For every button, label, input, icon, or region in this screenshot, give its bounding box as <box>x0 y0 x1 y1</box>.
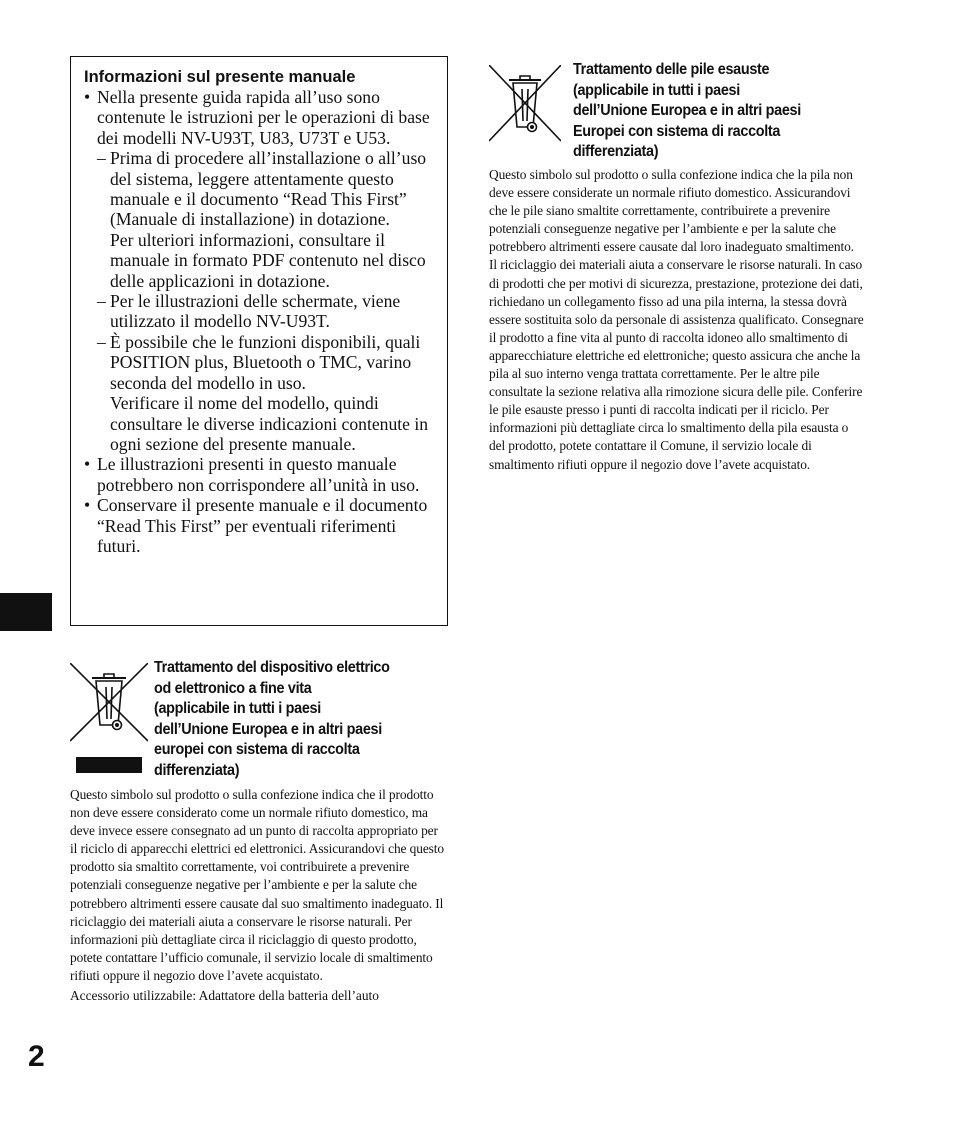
info-list <box>84 87 437 556</box>
battery-disposal-section <box>489 60 864 474</box>
weee-heading-line: europei con sistema di raccolta <box>154 741 360 758</box>
info-sub-item <box>97 332 437 454</box>
info-bullet-text: Nella presente guida rapida all’uso sono contenute le istruzioni per le operazioni di base dei modelli NV-U93T, U83, U73T e U53. <box>97 87 430 148</box>
battery-heading-line: (applicabile in tutti i paesi <box>573 81 740 99</box>
section-side-tab <box>0 593 52 631</box>
info-sub-text: – Per le illustrazioni delle schermate, viene utilizzato il modello NV-U93T. <box>110 291 401 332</box>
weee-disposal-section <box>70 658 445 1005</box>
info-box-title: Informazioni sul presente manuale <box>84 68 356 86</box>
info-sub-text-more: Per ulteriori informazioni, consultare il manuale in formato PDF contenuto nel disco delle applicazioni in dotazione. <box>110 229 426 291</box>
weee-heading-line: differenziata) <box>154 761 240 779</box>
weee-header <box>70 658 445 786</box>
battery-body-text: Questo simbolo sul prodotto o sulla confezione indica che la pila non deve essere considerate un normale rifiuto domestico. Assicurandovi che le pile siano smaltite correttamente, contribuirete a prevenire potenziali conseguenze negative per l’ambiente e per la salute che potrebbero altrimenti essere causate dal loro inadeguato smaltimento. Il riciclaggio dei materiali aiuta a conservare le risorse naturali. In caso di prodotti che per motivi di sicurezza, prestazione, protezione dei dati, richiedano un collegamento fisso ad una pila interna, la stessa dovrà essere sostituita solo da personale di assistenza qualificato. Consegnare il prodotto a fine vita al punto di raccolta idoneo allo smaltimento di apparecchiature elettriche ed elettroniche; questo assicura che anche la pila al suo interno venga trattata correttamente. Per le altre pile consultate la sezione relativa alla rimozione sicura delle pile. Conferire le pile esauste presso i punti di raccolta indicati per il riciclo. Per informazioni più dettagliate circa lo smaltimento della pila esausta o del prodotto, potete contattare il Comune, il servizio locale di smaltimento rifiuti oppure il negozio dove l’avete acquistato. <box>489 167 864 472</box>
info-sub-item <box>97 291 437 332</box>
battery-heading-line: dell’Unione Europea e in altri paesi <box>573 102 801 119</box>
crossed-out-wheelie-bin-icon <box>70 663 148 743</box>
weee-heading-line: Trattamento del dispositivo elettrico <box>154 659 390 676</box>
info-sub-text-more: Verificare il nome del modello, quindi consultare le diverse indicazioni contenute in ogni sezione del presente manuale. <box>110 393 429 454</box>
info-bullet-text: Le illustrazioni presenti in questo manuale potrebbero non corrispondere all’unità in uso. <box>97 454 420 495</box>
info-bullet-text: Conservare il presente manuale e il documento “Read This First” per eventuali riferimenti futuri. <box>97 495 428 556</box>
battery-heading-line: Trattamento delle pile esauste <box>573 61 770 78</box>
battery-heading <box>573 60 801 163</box>
info-bullet <box>84 454 437 495</box>
info-sub-list <box>97 148 437 454</box>
info-bullet <box>84 495 437 556</box>
weee-heading-line: (applicabile in tutti i paesi <box>154 700 321 717</box>
weee-heading-line: od elettronico a fine vita <box>154 679 312 697</box>
crossed-out-wheelie-bin-icon <box>489 65 561 143</box>
info-sub-text: – È possibile che le funzioni disponibili, quali POSITION plus, Bluetooth o TMC, varino seconda del modello in uso. <box>110 331 421 393</box>
weee-body-text: Questo simbolo sul prodotto o sulla confezione indica che il prodotto non deve essere considerato come un normale rifiuto domestico, ma deve invece essere consegnato ad un punto di raccolta appropriato per il riciclo di apparecchi elettrici ed elettronici. Assicurandovi che questo prodotto sia smaltito correttamente, voi contribuirete a prevenire potenziali conseguenze negative per l’ambiente e per la salute che potrebbero altrimenti essere causate dal suo smaltimento inadeguato. Il riciclaggio dei materiali aiuta a conservare le risorse naturali. Per informazioni più dettagliate circa il riciclaggio di questo prodotto, potete contattare l’ufficio comunale, il servizio locale di smaltimento rifiuti oppure il negozio dove l’avete acquistato. <box>70 787 444 983</box>
manual-info-box <box>70 56 448 626</box>
info-sub-item <box>97 148 437 291</box>
weee-heading-line: dell’Unione Europea e in altri paesi <box>154 720 382 738</box>
accessory-note: Accessorio utilizzabile: Adattatore della batteria dell’auto <box>70 988 379 1004</box>
battery-heading-line: differenziata) <box>573 143 659 160</box>
weee-heading <box>154 658 390 781</box>
battery-heading-line: Europei con sistema di raccolta <box>573 122 781 140</box>
info-bullet <box>84 87 437 454</box>
battery-header <box>489 60 864 166</box>
info-sub-text: – Prima di procedere all’installazione o all’uso del sistema, leggere attentamente questo manuale e il documento “Read This First” (Manuale di installazione) in dotazione. <box>110 148 427 230</box>
page-number: 2 <box>28 1040 45 1073</box>
weee-underline-bar <box>76 757 142 773</box>
